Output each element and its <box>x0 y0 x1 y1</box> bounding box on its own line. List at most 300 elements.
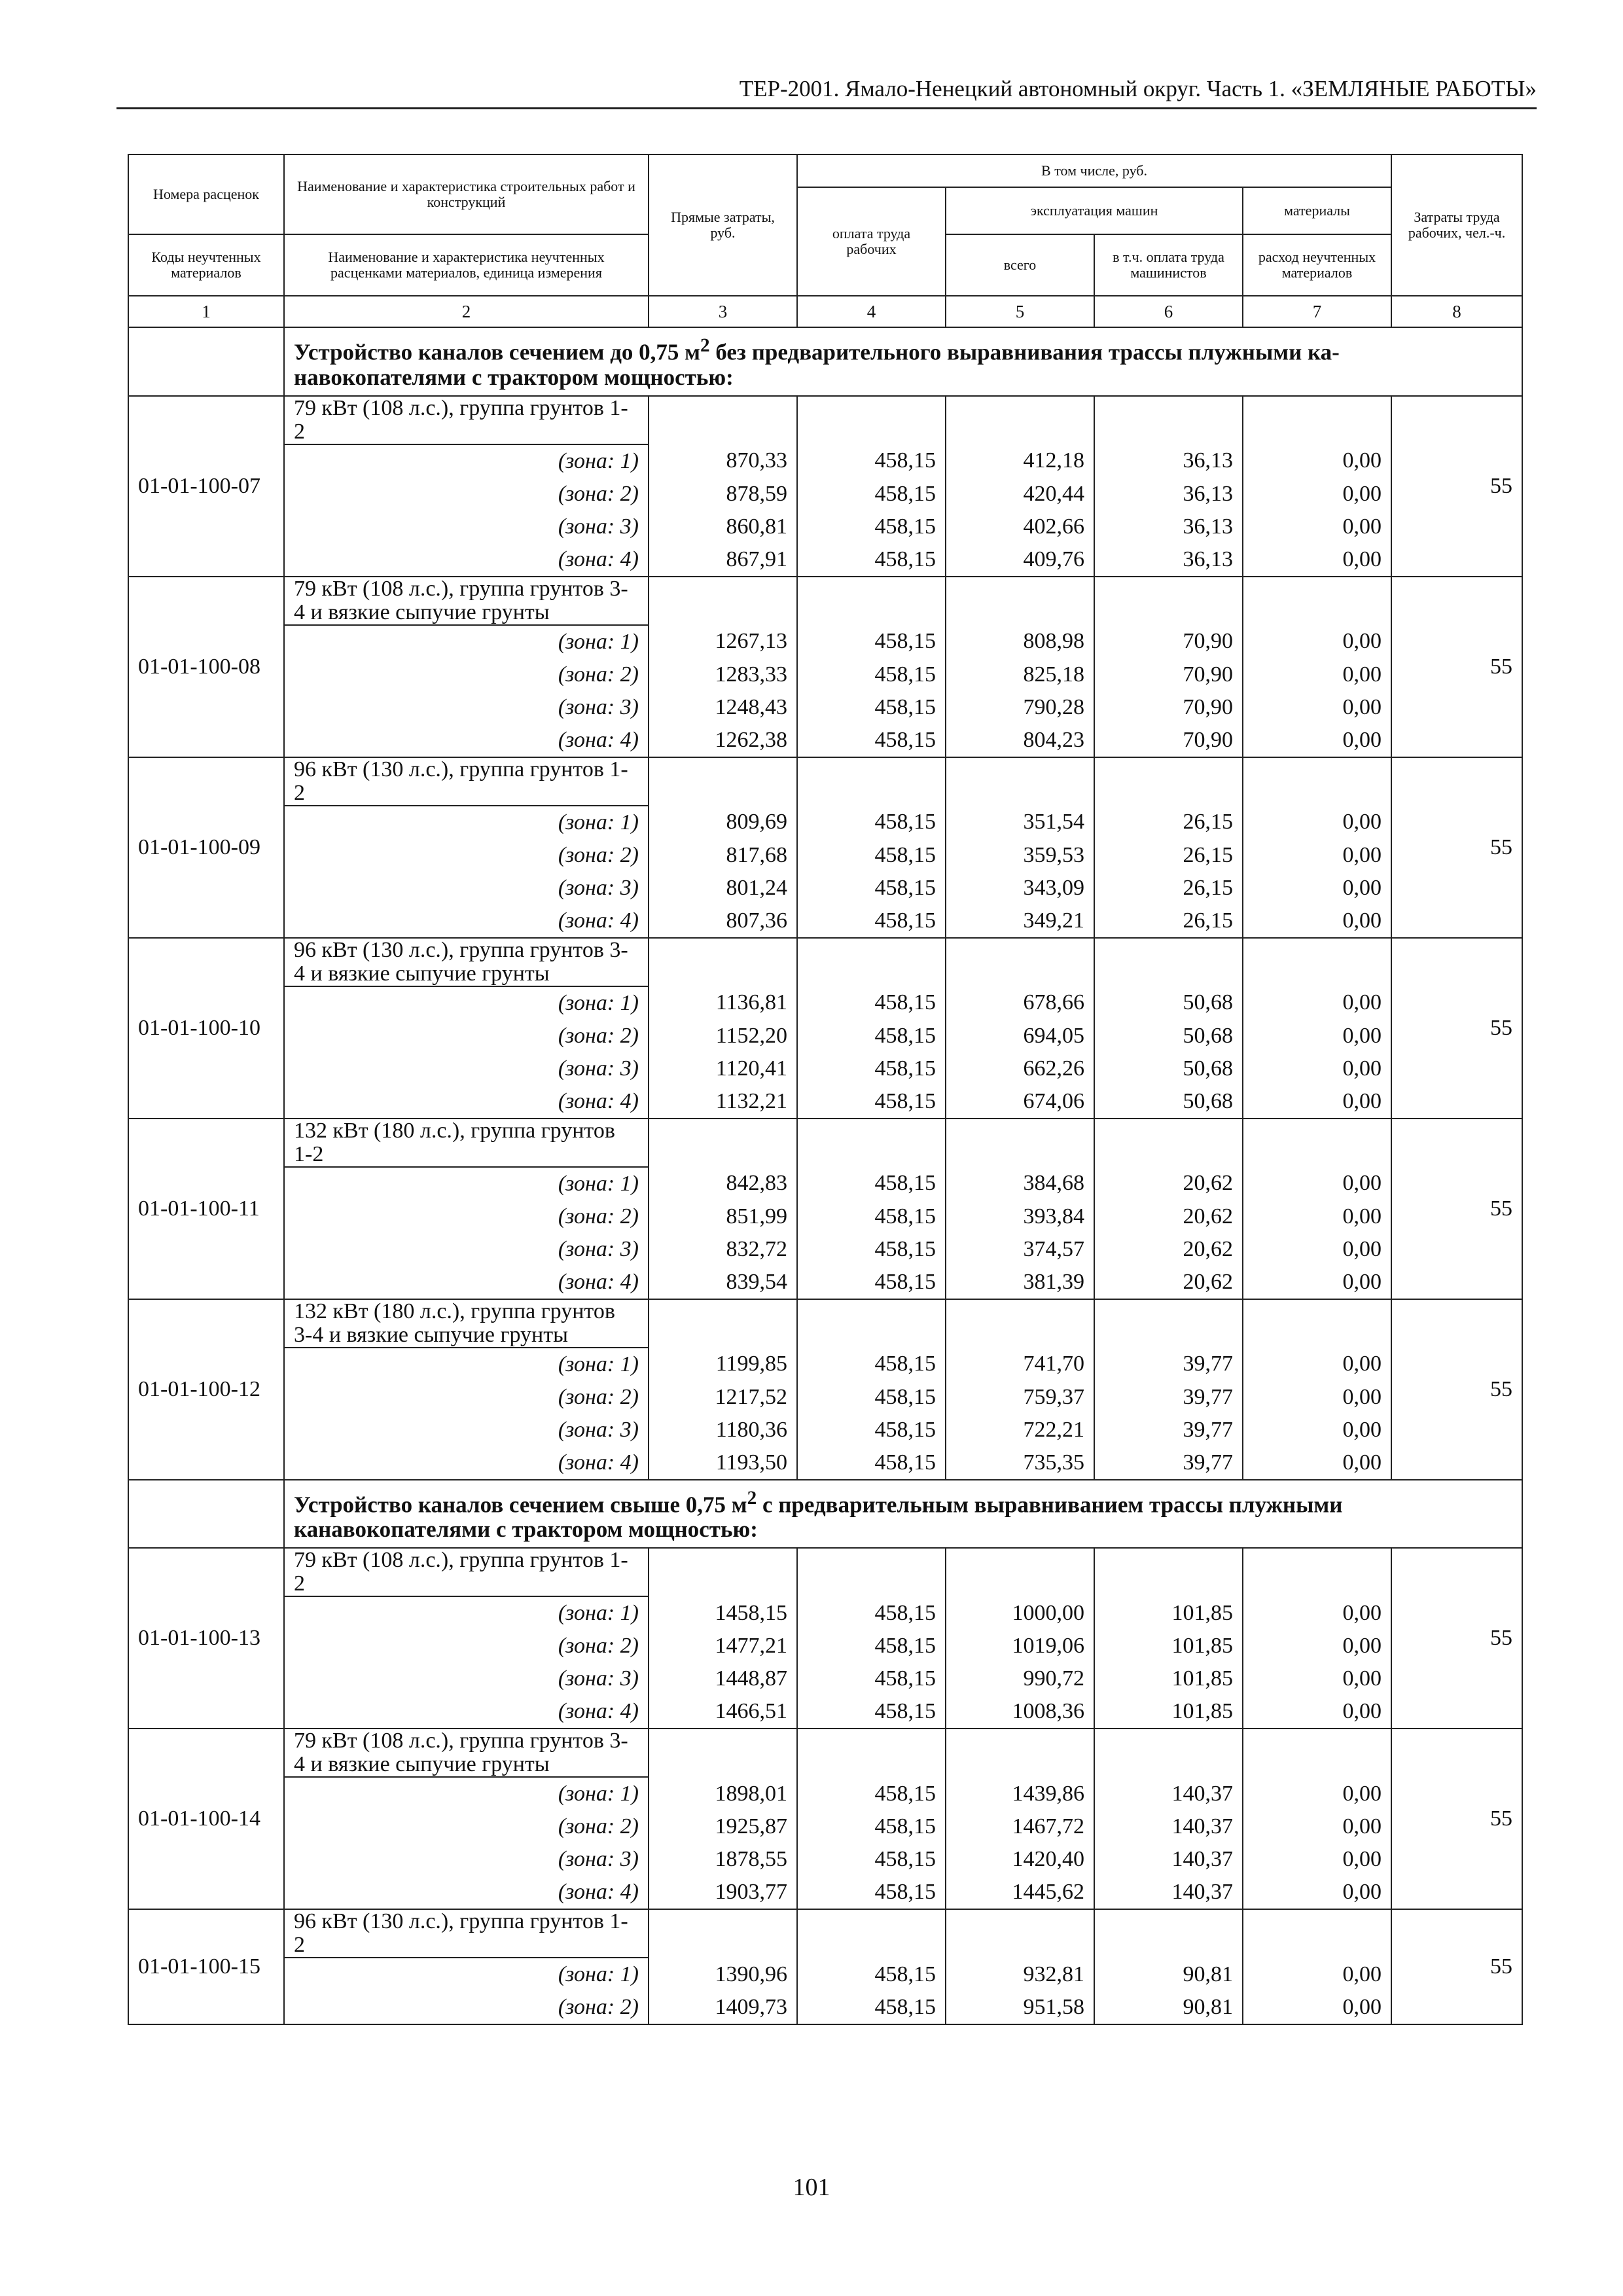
empty-cell <box>946 396 1094 444</box>
machinist-pay-value: 39,77 <box>1094 1446 1243 1480</box>
rate-description: 79 кВт (108 л.с.), группа грунтов 3-4 и вязкие сыпучие грунты <box>284 577 649 625</box>
rate-row <box>128 1119 1522 1167</box>
zone-row <box>128 1052 1522 1085</box>
labor-cost: 55 <box>1391 938 1522 1119</box>
zone-row <box>128 1020 1522 1052</box>
machinist-pay-value: 36,13 <box>1094 511 1243 543</box>
zone-row <box>128 1266 1522 1299</box>
col-header-materials: материалы <box>1243 187 1391 234</box>
machinist-pay-value: 26,15 <box>1094 806 1243 839</box>
zone-row <box>128 691 1522 724</box>
machines-total-value: 1445,62 <box>946 1876 1094 1909</box>
machines-total-value: 393,84 <box>946 1200 1094 1233</box>
machines-total-value: 932,81 <box>946 1958 1094 1991</box>
rate-code: 01-01-100-07 <box>128 396 284 577</box>
zone-label: (зона: 1) <box>284 1167 649 1200</box>
machines-total-value: 343,09 <box>946 872 1094 905</box>
machines-total-value: 351,54 <box>946 806 1094 839</box>
materials-value: 0,00 <box>1243 1414 1391 1446</box>
empty-cell <box>649 577 797 625</box>
machines-total-value: 1008,36 <box>946 1695 1094 1729</box>
zone-label: (зона: 1) <box>284 444 649 478</box>
empty-cell <box>128 1480 284 1549</box>
materials-value: 0,00 <box>1243 1958 1391 1991</box>
machinist-pay-value: 20,62 <box>1094 1266 1243 1299</box>
rate-code: 01-01-100-15 <box>128 1909 284 2024</box>
machinist-pay-value: 70,90 <box>1094 625 1243 658</box>
direct-costs-value: 809,69 <box>649 806 797 839</box>
empty-cell <box>797 577 946 625</box>
direct-costs-value: 867,91 <box>649 543 797 577</box>
zone-label: (зона: 1) <box>284 986 649 1020</box>
zone-row <box>128 1414 1522 1446</box>
zone-row <box>128 872 1522 905</box>
materials-value: 0,00 <box>1243 1991 1391 2024</box>
machinist-pay-value: 140,37 <box>1094 1876 1243 1909</box>
rate-code: 01-01-100-12 <box>128 1299 284 1480</box>
zone-label: (зона: 1) <box>284 1596 649 1630</box>
rate-description: 132 кВт (180 л.с.), группа грунтов 1-2 <box>284 1119 649 1167</box>
zone-label: (зона: 2) <box>284 478 649 511</box>
zone-row <box>128 1662 1522 1695</box>
col-number: 5 <box>946 296 1094 327</box>
direct-costs-value: 1466,51 <box>649 1695 797 1729</box>
empty-cell <box>946 577 1094 625</box>
machinist-pay-value: 101,85 <box>1094 1596 1243 1630</box>
rate-code: 01-01-100-13 <box>128 1548 284 1729</box>
materials-value: 0,00 <box>1243 1662 1391 1695</box>
empty-cell <box>1243 1119 1391 1167</box>
empty-cell <box>797 1909 946 1958</box>
machines-total-value: 741,70 <box>946 1348 1094 1381</box>
zone-row <box>128 905 1522 938</box>
section-title-text: Устройство каналов сечением свыше 0,75 м <box>294 1492 747 1518</box>
zone-label: (зона: 4) <box>284 1446 649 1480</box>
zone-row <box>128 658 1522 691</box>
col-number: 7 <box>1243 296 1391 327</box>
zone-label: (зона: 2) <box>284 839 649 872</box>
zone-label: (зона: 1) <box>284 1348 649 1381</box>
rate-description: 79 кВт (108 л.с.), группа грунтов 1-2 <box>284 1548 649 1596</box>
machinist-pay-value: 70,90 <box>1094 658 1243 691</box>
machines-total-value: 990,72 <box>946 1662 1094 1695</box>
materials-value: 0,00 <box>1243 1777 1391 1810</box>
zone-row <box>128 625 1522 658</box>
machinist-pay-value: 26,15 <box>1094 872 1243 905</box>
worker-pay-value: 458,15 <box>797 1876 946 1909</box>
materials-value: 0,00 <box>1243 444 1391 478</box>
machines-total-value: 735,35 <box>946 1446 1094 1480</box>
labor-cost: 55 <box>1391 1909 1522 2024</box>
machines-total-value: 825,18 <box>946 658 1094 691</box>
materials-value: 0,00 <box>1243 1348 1391 1381</box>
direct-costs-value: 1925,87 <box>649 1810 797 1843</box>
col-header-labor-costs: Затраты труда рабочих, чел.-ч. <box>1391 154 1522 296</box>
direct-costs-value: 1409,73 <box>649 1991 797 2024</box>
zone-label: (зона: 2) <box>284 1020 649 1052</box>
empty-cell <box>1094 1548 1243 1596</box>
empty-cell <box>946 938 1094 986</box>
machinist-pay-value: 70,90 <box>1094 691 1243 724</box>
machinist-pay-value: 70,90 <box>1094 724 1243 757</box>
direct-costs-value: 860,81 <box>649 511 797 543</box>
empty-cell <box>128 327 284 396</box>
empty-cell <box>797 1119 946 1167</box>
zone-row <box>128 1233 1522 1266</box>
col-number: 6 <box>1094 296 1243 327</box>
materials-value: 0,00 <box>1243 625 1391 658</box>
worker-pay-value: 458,15 <box>797 872 946 905</box>
direct-costs-value: 1283,33 <box>649 658 797 691</box>
zone-label: (зона: 4) <box>284 905 649 938</box>
direct-costs-value: 817,68 <box>649 839 797 872</box>
labor-cost: 55 <box>1391 1729 1522 1909</box>
materials-value: 0,00 <box>1243 511 1391 543</box>
labor-cost: 55 <box>1391 577 1522 757</box>
machines-total-value: 409,76 <box>946 543 1094 577</box>
machinist-pay-value: 20,62 <box>1094 1200 1243 1233</box>
rate-row <box>128 1299 1522 1348</box>
worker-pay-value: 458,15 <box>797 1233 946 1266</box>
machinist-pay-value: 50,68 <box>1094 1085 1243 1119</box>
zone-row <box>128 1167 1522 1200</box>
empty-cell <box>1094 757 1243 806</box>
machines-total-value: 759,37 <box>946 1381 1094 1414</box>
empty-cell <box>1243 577 1391 625</box>
direct-costs-value: 1477,21 <box>649 1630 797 1662</box>
worker-pay-value: 458,15 <box>797 1446 946 1480</box>
zone-label: (зона: 1) <box>284 1777 649 1810</box>
materials-value: 0,00 <box>1243 839 1391 872</box>
worker-pay-value: 458,15 <box>797 806 946 839</box>
empty-cell <box>1243 938 1391 986</box>
section-title <box>284 1480 1522 1549</box>
direct-costs-value: 1248,43 <box>649 691 797 724</box>
rate-code: 01-01-100-09 <box>128 757 284 938</box>
materials-value: 0,00 <box>1243 1052 1391 1085</box>
zone-label: (зона: 1) <box>284 1958 649 1991</box>
machines-total-value: 381,39 <box>946 1266 1094 1299</box>
empty-cell <box>1094 938 1243 986</box>
materials-value: 0,00 <box>1243 1167 1391 1200</box>
machinist-pay-value: 101,85 <box>1094 1662 1243 1695</box>
materials-value: 0,00 <box>1243 1630 1391 1662</box>
materials-value: 0,00 <box>1243 543 1391 577</box>
worker-pay-value: 458,15 <box>797 1266 946 1299</box>
machines-total-value: 1000,00 <box>946 1596 1094 1630</box>
col-header-including: В том числе, руб. <box>797 154 1391 187</box>
page-number: 101 <box>793 2174 830 2201</box>
materials-value: 0,00 <box>1243 1446 1391 1480</box>
worker-pay-value: 458,15 <box>797 1052 946 1085</box>
machines-total-value: 412,18 <box>946 444 1094 478</box>
machinist-pay-value: 90,81 <box>1094 1958 1243 1991</box>
direct-costs-value: 801,24 <box>649 872 797 905</box>
empty-cell <box>649 1299 797 1348</box>
section-title-superscript: 2 <box>747 1487 757 1509</box>
rate-row <box>128 396 1522 444</box>
worker-pay-value: 458,15 <box>797 1596 946 1630</box>
machinist-pay-value: 50,68 <box>1094 1020 1243 1052</box>
zone-row <box>128 986 1522 1020</box>
empty-cell <box>649 757 797 806</box>
zone-label: (зона: 2) <box>284 1630 649 1662</box>
section-title-text: без предварительного выравнивания трассы плужными ка- навокопателями с трактором мощностью: <box>294 339 1340 390</box>
machines-total-value: 374,57 <box>946 1233 1094 1266</box>
materials-value: 0,00 <box>1243 658 1391 691</box>
col-number: 8 <box>1391 296 1522 327</box>
materials-value: 0,00 <box>1243 1085 1391 1119</box>
rate-description: 132 кВт (180 л.с.), группа грунтов 3-4 и вязкие сыпучие грунты <box>284 1299 649 1348</box>
worker-pay-value: 458,15 <box>797 724 946 757</box>
machinist-pay-value: 36,13 <box>1094 543 1243 577</box>
col-header-material-names: Наименование и характеристика неучтенных расценками материалов, единица измерения <box>284 234 649 296</box>
machines-total-value: 662,26 <box>946 1052 1094 1085</box>
empty-cell <box>946 1548 1094 1596</box>
machines-total-value: 678,66 <box>946 986 1094 1020</box>
rate-description: 96 кВт (130 л.с.), группа грунтов 1-2 <box>284 1909 649 1958</box>
worker-pay-value: 458,15 <box>797 1662 946 1695</box>
empty-cell <box>1243 1729 1391 1777</box>
worker-pay-value: 458,15 <box>797 1348 946 1381</box>
empty-cell <box>1243 1909 1391 1958</box>
empty-cell <box>946 1909 1094 1958</box>
empty-cell <box>797 396 946 444</box>
rate-code: 01-01-100-08 <box>128 577 284 757</box>
machines-total-value: 1439,86 <box>946 1777 1094 1810</box>
direct-costs-value: 1448,87 <box>649 1662 797 1695</box>
zone-label: (зона: 2) <box>284 658 649 691</box>
section-header-row <box>128 1480 1522 1549</box>
zone-label: (зона: 3) <box>284 691 649 724</box>
worker-pay-value: 458,15 <box>797 511 946 543</box>
direct-costs-value: 1193,50 <box>649 1446 797 1480</box>
worker-pay-value: 458,15 <box>797 444 946 478</box>
worker-pay-value: 458,15 <box>797 1777 946 1810</box>
machines-total-value: 674,06 <box>946 1085 1094 1119</box>
machines-total-value: 384,68 <box>946 1167 1094 1200</box>
col-header-worker-pay: оплата труда рабочих <box>797 187 946 296</box>
empty-cell <box>1094 1909 1243 1958</box>
rate-description: 79 кВт (108 л.с.), группа грунтов 3-4 и вязкие сыпучие грунты <box>284 1729 649 1777</box>
empty-cell <box>649 1119 797 1167</box>
worker-pay-value: 458,15 <box>797 691 946 724</box>
section-title-text: Устройство каналов сечением до 0,75 м <box>294 339 701 365</box>
machinist-pay-value: 50,68 <box>1094 986 1243 1020</box>
empty-cell <box>1243 757 1391 806</box>
zone-row <box>128 1200 1522 1233</box>
direct-costs-value: 878,59 <box>649 478 797 511</box>
machinist-pay-value: 39,77 <box>1094 1381 1243 1414</box>
worker-pay-value: 458,15 <box>797 1167 946 1200</box>
zone-row <box>128 1958 1522 1991</box>
direct-costs-value: 1217,52 <box>649 1381 797 1414</box>
col-header-machinist-pay: в т.ч. оплата труда машинистов <box>1094 234 1243 296</box>
empty-cell <box>1094 1119 1243 1167</box>
materials-value: 0,00 <box>1243 478 1391 511</box>
machines-total-value: 790,28 <box>946 691 1094 724</box>
zone-label: (зона: 3) <box>284 1662 649 1695</box>
direct-costs-value: 851,99 <box>649 1200 797 1233</box>
materials-value: 0,00 <box>1243 1020 1391 1052</box>
direct-costs-value: 1390,96 <box>649 1958 797 1991</box>
direct-costs-value: 1898,01 <box>649 1777 797 1810</box>
labor-cost: 55 <box>1391 396 1522 577</box>
worker-pay-value: 458,15 <box>797 1958 946 1991</box>
empty-cell <box>649 1548 797 1596</box>
rate-code: 01-01-100-14 <box>128 1729 284 1909</box>
direct-costs-value: 1262,38 <box>649 724 797 757</box>
section-title-text: с предварительным выравниванием трассы плужными канавокопателями с трактором мощностью: <box>294 1492 1343 1543</box>
table-body <box>128 327 1522 2024</box>
zone-row <box>128 1810 1522 1843</box>
worker-pay-value: 458,15 <box>797 543 946 577</box>
rate-code: 01-01-100-10 <box>128 938 284 1119</box>
worker-pay-value: 458,15 <box>797 1695 946 1729</box>
empty-cell <box>797 1299 946 1348</box>
zone-label: (зона: 3) <box>284 1233 649 1266</box>
worker-pay-value: 458,15 <box>797 1810 946 1843</box>
materials-value: 0,00 <box>1243 724 1391 757</box>
machinist-pay-value: 101,85 <box>1094 1695 1243 1729</box>
materials-value: 0,00 <box>1243 872 1391 905</box>
direct-costs-value: 832,72 <box>649 1233 797 1266</box>
materials-value: 0,00 <box>1243 1266 1391 1299</box>
rate-row <box>128 757 1522 806</box>
zone-label: (зона: 3) <box>284 872 649 905</box>
zone-label: (зона: 3) <box>284 1843 649 1876</box>
rate-code: 01-01-100-11 <box>128 1119 284 1299</box>
direct-costs-value: 1878,55 <box>649 1843 797 1876</box>
zone-row <box>128 1085 1522 1119</box>
rate-row <box>128 577 1522 625</box>
zone-row <box>128 1843 1522 1876</box>
zone-label: (зона: 4) <box>284 1695 649 1729</box>
empty-cell <box>649 396 797 444</box>
materials-value: 0,00 <box>1243 1810 1391 1843</box>
worker-pay-value: 458,15 <box>797 625 946 658</box>
empty-cell <box>1094 396 1243 444</box>
worker-pay-value: 458,15 <box>797 1843 946 1876</box>
worker-pay-value: 458,15 <box>797 1630 946 1662</box>
col-header-rate-numbers: Номера расценок <box>128 154 284 234</box>
direct-costs-value: 870,33 <box>649 444 797 478</box>
col-number: 3 <box>649 296 797 327</box>
col-number: 1 <box>128 296 284 327</box>
zone-row <box>128 1695 1522 1729</box>
col-number: 2 <box>284 296 649 327</box>
zone-label: (зона: 3) <box>284 1052 649 1085</box>
direct-costs-value: 1903,77 <box>649 1876 797 1909</box>
worker-pay-value: 458,15 <box>797 1991 946 2024</box>
zone-label: (зона: 2) <box>284 1810 649 1843</box>
machinist-pay-value: 101,85 <box>1094 1630 1243 1662</box>
machinist-pay-value: 50,68 <box>1094 1052 1243 1085</box>
zone-label: (зона: 1) <box>284 806 649 839</box>
zone-label: (зона: 4) <box>284 1266 649 1299</box>
labor-cost: 55 <box>1391 757 1522 938</box>
machines-total-value: 804,23 <box>946 724 1094 757</box>
rate-description: 96 кВт (130 л.с.), группа грунтов 1-2 <box>284 757 649 806</box>
direct-costs-value: 1458,15 <box>649 1596 797 1630</box>
zone-row <box>128 1446 1522 1480</box>
direct-costs-value: 1267,13 <box>649 625 797 658</box>
zone-label: (зона: 4) <box>284 1085 649 1119</box>
materials-value: 0,00 <box>1243 986 1391 1020</box>
machines-total-value: 420,44 <box>946 478 1094 511</box>
worker-pay-value: 458,15 <box>797 1020 946 1052</box>
machinist-pay-value: 140,37 <box>1094 1777 1243 1810</box>
col-number: 4 <box>797 296 946 327</box>
worker-pay-value: 458,15 <box>797 1085 946 1119</box>
machines-total-value: 1467,72 <box>946 1810 1094 1843</box>
machinist-pay-value: 39,77 <box>1094 1414 1243 1446</box>
empty-cell <box>1243 1548 1391 1596</box>
zone-row <box>128 478 1522 511</box>
zone-label: (зона: 3) <box>284 1414 649 1446</box>
col-header-work-name: Наименование и характеристика строительных работ и конструкций <box>284 154 649 234</box>
zone-label: (зона: 1) <box>284 625 649 658</box>
materials-value: 0,00 <box>1243 1381 1391 1414</box>
machines-total-value: 951,58 <box>946 1991 1094 2024</box>
running-header: ТЕР-2001. Ямало-Ненецкий автономный округ. Часть 1. «ЗЕМЛЯНЫЕ РАБОТЫ» <box>116 73 1537 109</box>
rate-description: 96 кВт (130 л.с.), группа грунтов 3-4 и вязкие сыпучие грунты <box>284 938 649 986</box>
col-header-direct-costs: Прямые затраты, руб. <box>649 154 797 296</box>
direct-costs-value: 842,83 <box>649 1167 797 1200</box>
zone-row <box>128 444 1522 478</box>
zone-row <box>128 806 1522 839</box>
materials-value: 0,00 <box>1243 806 1391 839</box>
col-header-machines: эксплуатация машин <box>946 187 1243 234</box>
machinist-pay-value: 20,62 <box>1094 1167 1243 1200</box>
zone-row <box>128 511 1522 543</box>
rate-row <box>128 1548 1522 1596</box>
direct-costs-value: 1120,41 <box>649 1052 797 1085</box>
machinist-pay-value: 140,37 <box>1094 1810 1243 1843</box>
zone-row <box>128 1876 1522 1909</box>
machinist-pay-value: 36,13 <box>1094 478 1243 511</box>
machinist-pay-value: 39,77 <box>1094 1348 1243 1381</box>
empty-cell <box>797 1548 946 1596</box>
zone-label: (зона: 4) <box>284 543 649 577</box>
zone-label: (зона: 4) <box>284 724 649 757</box>
empty-cell <box>1243 1299 1391 1348</box>
direct-costs-value: 1152,20 <box>649 1020 797 1052</box>
rate-row <box>128 938 1522 986</box>
empty-cell <box>946 1299 1094 1348</box>
direct-costs-value: 1180,36 <box>649 1414 797 1446</box>
empty-cell <box>1094 577 1243 625</box>
materials-value: 0,00 <box>1243 1596 1391 1630</box>
materials-value: 0,00 <box>1243 1843 1391 1876</box>
zone-row <box>128 1630 1522 1662</box>
zone-row <box>128 1381 1522 1414</box>
direct-costs-value: 1136,81 <box>649 986 797 1020</box>
empty-cell <box>649 1909 797 1958</box>
empty-cell <box>797 1729 946 1777</box>
materials-value: 0,00 <box>1243 1233 1391 1266</box>
zone-label: (зона: 2) <box>284 1381 649 1414</box>
col-header-material-codes: Коды неучтенных материалов <box>128 234 284 296</box>
zone-row <box>128 1991 1522 2024</box>
zone-row <box>128 1348 1522 1381</box>
rate-row <box>128 1909 1522 1958</box>
materials-value: 0,00 <box>1243 905 1391 938</box>
rate-row <box>128 1729 1522 1777</box>
machinist-pay-value: 90,81 <box>1094 1991 1243 2024</box>
machinist-pay-value: 26,15 <box>1094 839 1243 872</box>
empty-cell <box>946 1119 1094 1167</box>
